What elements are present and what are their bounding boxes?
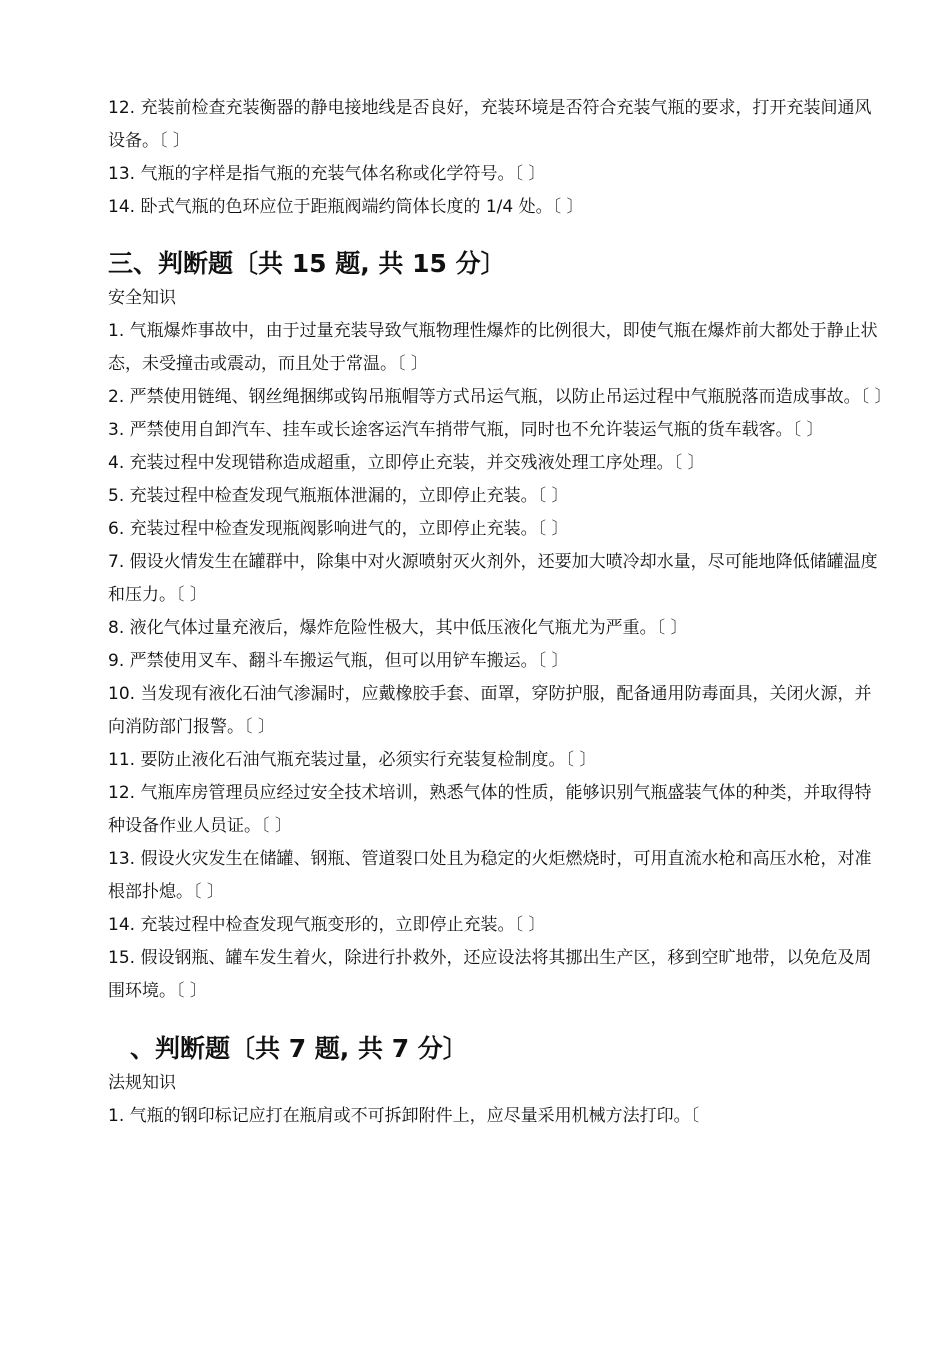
- question-item: 14. 充装过程中检查发现气瓶变形的，立即停止充装。〔 〕: [108, 915, 546, 935]
- question-item: 4. 充装过程中发现错称造成超重，立即停止充装，并交残液处理工序处理。〔 〕: [108, 453, 705, 473]
- question-item: 3. 严禁使用自卸汽车、挂车或长途客运汽车捎带气瓶，同时也不允许装运气瓶的货车载客。〔 〕: [108, 420, 824, 440]
- section-subheading: 法规知识: [108, 1073, 176, 1093]
- document-page: [108, 92, 892, 1133]
- question-item: 12. 气瓶库房管理员应经过安全技术培训，熟悉气体的性质，能够识别气瓶盛装气体的种类，并取得特种设备作业人员证。〔 〕: [108, 783, 872, 836]
- question-item: 1. 气瓶爆炸事故中，由于过量充装导致气瓶物理性爆炸的比例很大，即使气瓶在爆炸前大都处于静止状态，未受撞击或震动，而且处于常温。〔 〕: [108, 321, 878, 374]
- question-item: 12. 充装前检查充装衡器的静电接地线是否良好，充装环境是否符合充装气瓶的要求，打开充装间通风设备。〔 〕: [108, 98, 872, 151]
- section-subheading: 安全知识: [108, 288, 176, 308]
- question-item: 13. 气瓶的字样是指气瓶的充装气体名称或化学符号。〔 〕: [108, 164, 546, 184]
- question-item: 13. 假设火灾发生在储罐、钢瓶、管道裂口处且为稳定的火炬燃烧时，可用直流水枪和高压水枪，对准根部扑熄。〔 〕: [108, 849, 872, 902]
- question-item: 10. 当发现有液化石油气渗漏时，应戴橡胶手套、面罩，穿防护服，配备通用防毒面具，关闭火源，并向消防部门报警。〔 〕: [108, 684, 872, 737]
- question-item: 6. 充装过程中检查发现瓶阀影响进气的，立即停止充装。〔 〕: [108, 519, 569, 539]
- question-item: 14. 卧式气瓶的色环应位于距瓶阀端约筒体长度的 1/4 处。〔 〕: [108, 197, 584, 217]
- question-item: 11. 要防止液化石油气瓶充装过量，必须实行充装复检制度。〔 〕: [108, 750, 597, 770]
- section-heading: 、判断题〔共 7 题, 共 7 分〕: [130, 1034, 468, 1063]
- question-item: 5. 充装过程中检查发现气瓶瓶体泄漏的，立即停止充装。〔 〕: [108, 486, 569, 506]
- question-item: 1. 气瓶的钢印标记应打在瓶肩或不可拆卸附件上，应尽量采用机械方法打印。〔: [108, 1106, 700, 1126]
- question-item: 8. 液化气体过量充液后，爆炸危险性极大，其中低压液化气瓶尤为严重。〔 〕: [108, 618, 688, 638]
- question-item: 9. 严禁使用叉车、翻斗车搬运气瓶，但可以用铲车搬运。〔 〕: [108, 651, 569, 671]
- question-item: 15. 假设钢瓶、罐车发生着火，除进行扑救外，还应设法将其挪出生产区，移到空旷地带，以免危及周围环境。〔 〕: [108, 948, 872, 1001]
- section-heading: 三、判断题〔共 15 题, 共 15 分〕: [108, 249, 506, 278]
- question-item: 7. 假设火情发生在罐群中，除集中对火源喷射灭火剂外，还要加大喷冷却水量，尽可能地降低储罐温度和压力。〔 〕: [108, 552, 878, 605]
- question-item: 2. 严禁使用链绳、钢丝绳捆绑或钩吊瓶帽等方式吊运气瓶，以防止吊运过程中气瓶脱落而造成事故。〔 〕: [108, 387, 892, 407]
